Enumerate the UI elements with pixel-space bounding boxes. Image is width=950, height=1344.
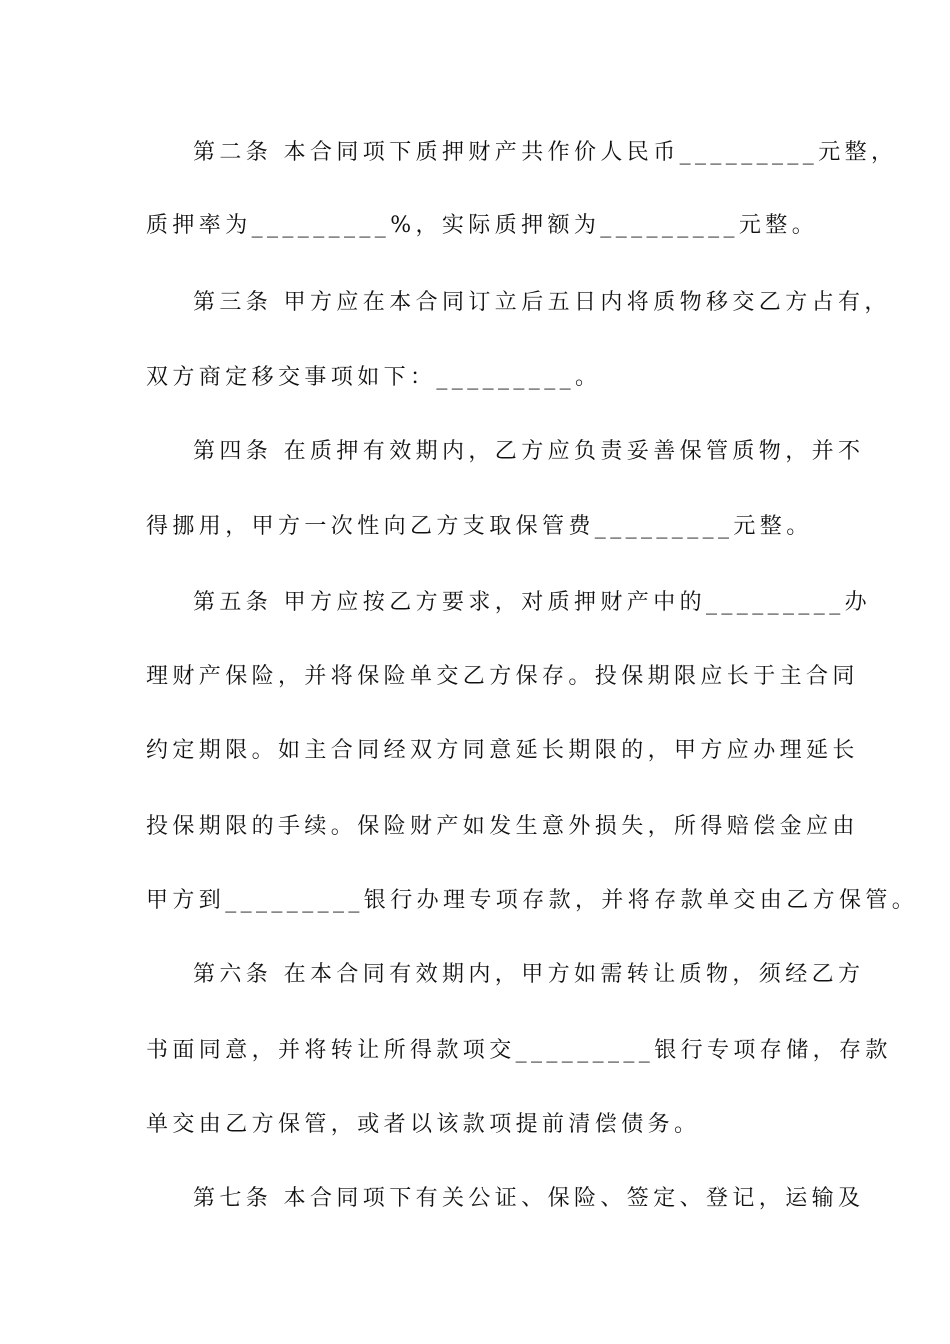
article-2-line-2: 质押率为_________%，实际质押额为_________元整。 [146,213,819,238]
article-4-line-2: 得挪用，甲方一次性向乙方支取保管费_________元整。 [146,514,813,539]
article-6-line-1: 第六条 在本合同有效期内，甲方如需转让质物，须经乙方 [193,962,865,987]
article-5-line-4: 投保期限的手续。保险财产如发生意外损失，所得赔偿金应由 [146,814,859,839]
article-6-line-2: 书面同意，并将转让所得款项交_________银行专项存储，存款 [146,1038,892,1063]
article-4-line-1: 第四条 在质押有效期内，乙方应负责妥善保管质物，并不 [193,439,865,464]
article-6-line-3: 单交由乙方保管，或者以该款项提前清偿债务。 [146,1112,701,1137]
article-2-line-1: 第二条 本合同项下质押财产共作价人民币_________元整， [193,140,898,165]
article-7-line-1: 第七条 本合同项下有关公证、保险、签定、登记，运输及 [193,1186,865,1211]
article-5-line-2: 理财产保险，并将保险单交乙方保存。投保期限应长于主合同 [146,664,859,689]
article-5-line-1: 第五条 甲方应按乙方要求，对质押财产中的_________办 [193,590,871,615]
article-5-line-5: 甲方到_________银行办理专项存款，并将存款单交由乙方保管。 [146,888,919,913]
article-3-line-2: 双方商定移交事项如下：_________。 [146,365,602,390]
article-3-line-1: 第三条 甲方应在本合同订立后五日内将质物移交乙方占有， [193,290,891,315]
article-5-line-3: 约定期限。如主合同经双方同意延长期限的，甲方应办理延长 [146,738,859,763]
